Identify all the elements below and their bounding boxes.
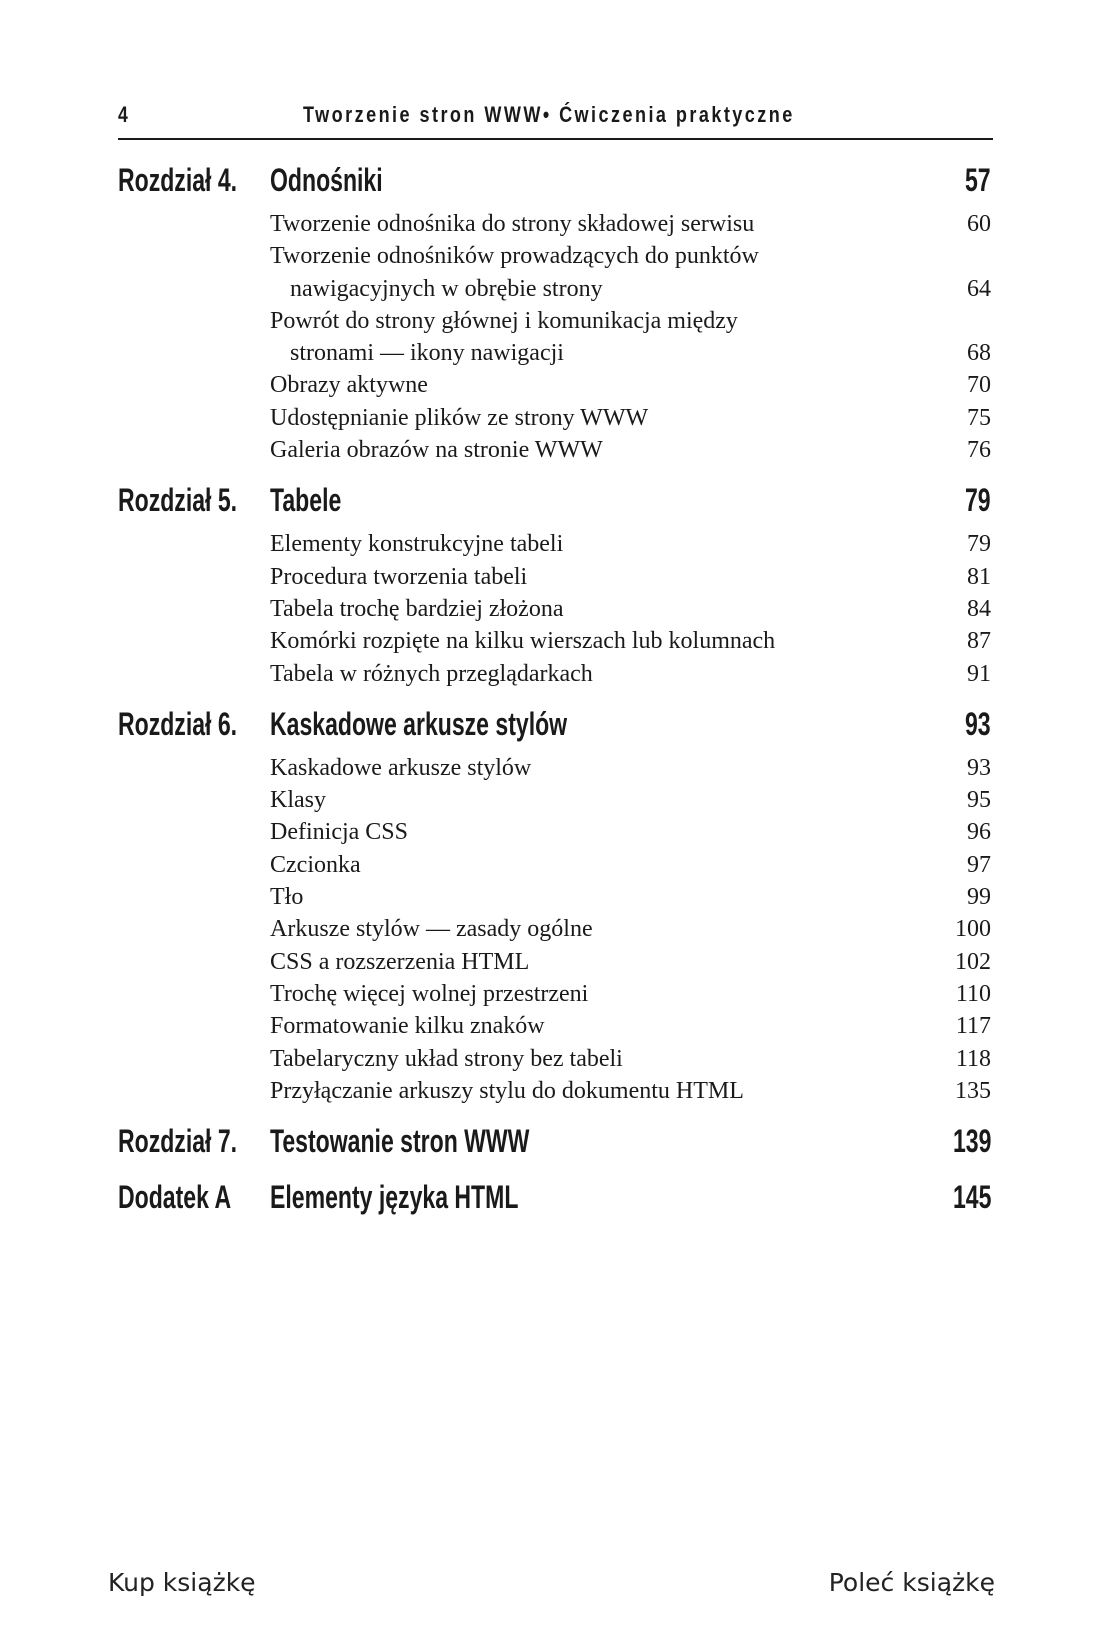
- toc-entry: [118, 528, 993, 560]
- entry-title: Tabela w różnych przeglądarkach: [270, 660, 593, 687]
- chapter-entries: [118, 528, 993, 689]
- toc-entry: [118, 784, 993, 816]
- entry-page-number: 79: [967, 531, 991, 558]
- chapter-label: Rozdział 4.: [118, 162, 238, 198]
- entry-title: Tworzenie odnośników prowadzących do punktów: [270, 243, 759, 270]
- toc-entry: [118, 1075, 993, 1107]
- chapter-title: Tabele: [270, 482, 342, 519]
- entry-page-number: 96: [967, 819, 991, 846]
- toc-entry: [118, 816, 993, 848]
- toc-entry: [118, 208, 993, 240]
- toc-entry: [118, 849, 993, 881]
- chapter-page-number: 93: [965, 705, 991, 742]
- entry-title: Tabelaryczny układ strony bez tabeli: [270, 1045, 623, 1072]
- chapter-title: Kaskadowe arkusze stylów: [270, 705, 568, 742]
- entry-page-number: 93: [967, 754, 991, 781]
- entry-title: Elementy konstrukcyjne tabeli: [270, 531, 564, 558]
- entry-page-number: 64: [967, 275, 991, 302]
- entry-page-number: 135: [955, 1077, 991, 1104]
- toc-chapter: [118, 1169, 993, 1225]
- toc-entry: [118, 434, 993, 466]
- entry-title: Przyłączanie arkuszy stylu do dokumentu HTML: [270, 1077, 744, 1104]
- entry-title: Udostępnianie plików ze strony WWW: [270, 404, 649, 431]
- toc-chapter: [118, 472, 993, 528]
- toc-entry: [118, 305, 993, 370]
- buy-book-link[interactable]: Kup książkę: [108, 1568, 256, 1597]
- entry-page-number: 91: [967, 660, 991, 687]
- entry-title: Komórki rozpięte na kilku wierszach lub kolumnach: [270, 628, 776, 655]
- toc-entry: [118, 881, 993, 913]
- toc-entry: [118, 369, 993, 401]
- running-head-title: Tworzenie stron WWW• Ćwiczenia praktyczne: [303, 102, 795, 127]
- entry-page-number: 102: [955, 948, 991, 975]
- chapter-label: Dodatek A: [118, 1179, 232, 1216]
- entry-page-number: 70: [967, 372, 991, 399]
- entry-title: Obrazy aktywne: [270, 372, 428, 399]
- entry-title: nawigacyjnych w obrębie strony: [290, 275, 603, 302]
- toc-entry: [118, 658, 993, 690]
- chapter-page-number: 57: [965, 162, 991, 198]
- chapter-title: Odnośniki: [270, 162, 383, 198]
- toc-entry: [118, 1043, 993, 1075]
- table-of-contents: [118, 152, 993, 1225]
- entry-title: Tworzenie odnośnika do strony składowej serwisu: [270, 211, 755, 237]
- chapter-page-number: 79: [965, 482, 991, 519]
- toc-entry: [118, 402, 993, 434]
- entry-title: Klasy: [270, 787, 326, 814]
- toc-entry: [118, 913, 993, 945]
- entry-title: Galeria obrazów na stronie WWW: [270, 437, 603, 464]
- recommend-book-link[interactable]: Poleć książkę: [828, 1568, 995, 1597]
- entry-page-number: 118: [955, 1045, 991, 1072]
- entry-title: Czcionka: [270, 851, 361, 878]
- entry-page-number: 99: [967, 884, 991, 911]
- toc-entry: [118, 240, 993, 305]
- entry-page-number: 97: [967, 851, 991, 878]
- page-number: 4: [118, 102, 128, 127]
- entry-page-number: 95: [967, 787, 991, 814]
- entry-page-number: 68: [967, 340, 991, 367]
- chapter-label: Rozdział 7.: [118, 1123, 238, 1160]
- entry-page-number: 60: [967, 211, 991, 237]
- entry-page-number: 75: [967, 404, 991, 431]
- toc-entry: [118, 561, 993, 593]
- entry-page-number: 81: [967, 563, 991, 590]
- entry-title: CSS a rozszerzenia HTML: [270, 948, 530, 975]
- chapter-label: Rozdział 5.: [118, 482, 238, 519]
- chapter-title: Testowanie stron WWW: [270, 1123, 530, 1160]
- entry-page-number: 117: [955, 1013, 991, 1040]
- entry-title: Tło: [270, 884, 304, 911]
- toc-entry: [118, 752, 993, 784]
- entry-title: Definicja CSS: [270, 819, 408, 846]
- toc-entry: [118, 1010, 993, 1042]
- running-head: [118, 98, 993, 140]
- toc-chapter: [118, 152, 993, 208]
- entry-page-number: 84: [967, 595, 991, 622]
- toc-entry: [118, 946, 993, 978]
- chapter-entries: [118, 752, 993, 1107]
- entry-title: Powrót do strony głównej i komunikacja między: [270, 307, 738, 334]
- entry-title: Kaskadowe arkusze stylów: [270, 754, 532, 781]
- chapter-entries: [118, 208, 993, 466]
- entry-title: Tabela trochę bardziej złożona: [270, 595, 564, 622]
- chapter-title: Elementy języka HTML: [270, 1179, 519, 1216]
- toc-entry: [118, 593, 993, 625]
- toc-entry: [118, 978, 993, 1010]
- chapter-page-number: 139: [952, 1123, 991, 1160]
- chapter-page-number: 145: [952, 1179, 991, 1216]
- toc-chapter: [118, 696, 993, 752]
- entry-page-number: 76: [967, 437, 991, 464]
- entry-page-number: 100: [955, 916, 991, 943]
- entry-title: Formatowanie kilku znaków: [270, 1013, 545, 1040]
- entry-title: Procedura tworzenia tabeli: [270, 563, 528, 590]
- entry-title: Arkusze stylów — zasady ogólne: [270, 916, 593, 943]
- chapter-label: Rozdział 6.: [118, 705, 238, 742]
- toc-entry: [118, 625, 993, 657]
- toc-chapter: [118, 1113, 993, 1169]
- entry-title: stronami — ikony nawigacji: [290, 340, 564, 367]
- entry-page-number: 110: [955, 980, 991, 1007]
- entry-title: Trochę więcej wolnej przestrzeni: [270, 980, 589, 1007]
- entry-page-number: 87: [967, 628, 991, 655]
